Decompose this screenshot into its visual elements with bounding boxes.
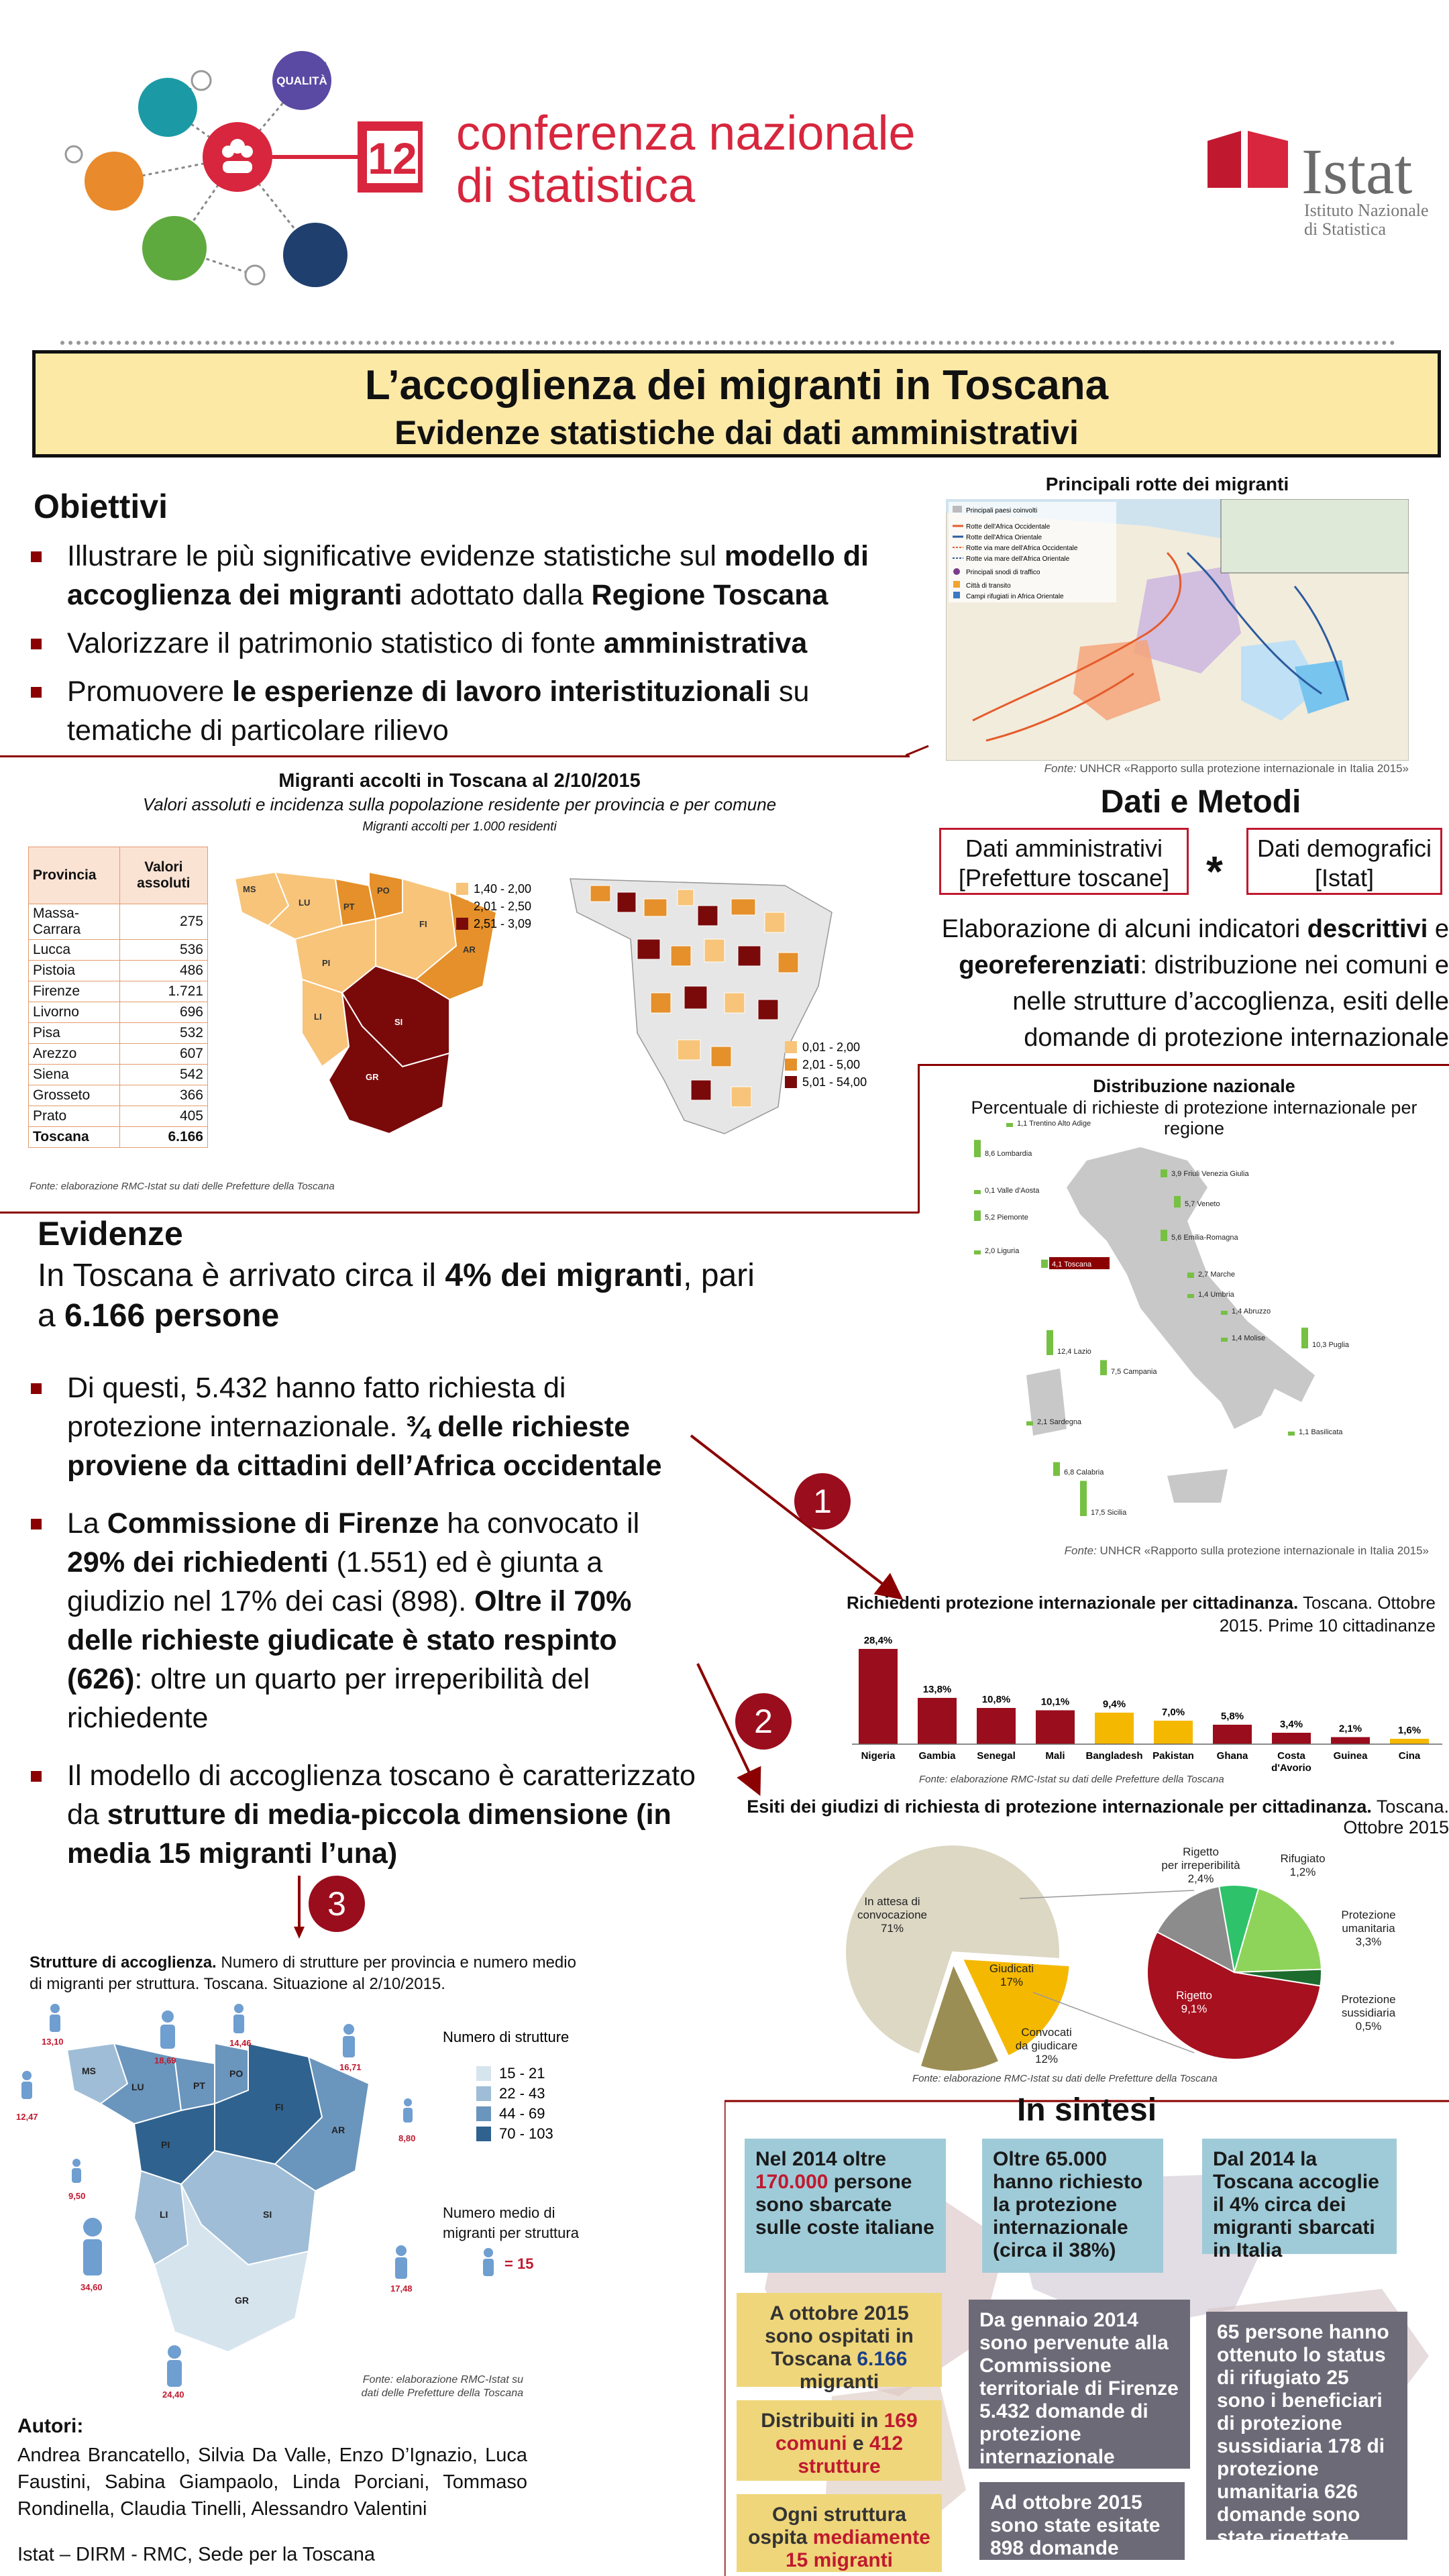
region-bar [1221, 1311, 1228, 1315]
italy-regions-chart [966, 1120, 1436, 1523]
bar-category-label: Gambia [918, 1750, 956, 1762]
bar-category-label: Cina [1398, 1750, 1421, 1762]
sintesi-box: Oltre 65.000 hanno richiesto la protezione internazionale (circa il 38%) [982, 2139, 1163, 2273]
region-bar [1026, 1421, 1033, 1426]
region-label: 3,9 Friuli Venezia Giulia [1171, 1170, 1249, 1178]
evidenza-item: Il modello di accoglienza toscano è caratterizzato da strutture di media-piccola dimensione (in media 15 migranti l’una) [28, 1756, 699, 1873]
map-label: LU [299, 898, 311, 908]
pie-label: da giudicare [1015, 2039, 1078, 2052]
sintesi-heading: In sintesi [1016, 2092, 1157, 2128]
region-label: 2,7 Marche [1198, 1271, 1236, 1279]
strutture-legend2-title: Numero medio di migranti per struttura [443, 2204, 579, 2241]
strutture-legend2-value: = 15 [504, 2255, 534, 2272]
title-banner [32, 350, 1441, 458]
pie-label: Rigetto [1176, 1989, 1212, 2002]
pie-label: sussidiaria [1341, 2006, 1396, 2019]
svg-text:2,01 - 5,00: 2,01 - 5,00 [802, 1058, 861, 1071]
bar-value-label: 9,4% [1102, 1699, 1126, 1710]
svg-text:0,01 - 2,00: 0,01 - 2,00 [802, 1040, 861, 1054]
map-label: PI [322, 958, 331, 968]
pie-label: Giudicati [989, 1962, 1034, 1975]
pie-label: Protezione [1341, 1909, 1396, 1921]
obiettivo-item: Illustrare le più significative evidenze statistiche sul modello di accoglienza dei migranti adottato dalla Regione Toscana [28, 537, 900, 614]
section-rule [918, 1064, 920, 1213]
header-divider [60, 341, 1395, 345]
bar-value-label: 7,0% [1161, 1707, 1185, 1718]
conference-name [456, 107, 916, 212]
region-bar [1053, 1462, 1060, 1476]
pie-chart-title: Esiti dei giudizi di richiesta di protezione internazionale per cittadinanza. Toscana. Ottobre 2015 [747, 1796, 1449, 1837]
bar-1 [918, 1698, 957, 1744]
bar-5 [1154, 1721, 1193, 1744]
map-label: PO [377, 885, 390, 896]
bar-category-label: Senegal [977, 1750, 1016, 1762]
svg-text:Città di transito: Città di transito [966, 582, 1011, 590]
bar-category-label: Pakistan [1152, 1750, 1194, 1762]
map-label: PI [161, 2139, 170, 2150]
map-label: LI [160, 2209, 168, 2220]
footer: Istat – DIRM - RMC, Sede per la Toscana [17, 2544, 375, 2565]
pie-label: per irreperibilità [1161, 1859, 1240, 1872]
region-bar [1080, 1481, 1087, 1517]
section-rule [919, 1064, 1449, 1066]
sintesi-box: Da gennaio 2014 sono pervenute alla Commissione territoriale di Firenze 5.432 domande di protezione internazionale [969, 2300, 1190, 2469]
routes-source: Fonte: UNHCR «Rapporto sulla protezione internazionale in Italia 2015» [1044, 762, 1409, 775]
region-bar [974, 1250, 981, 1254]
dati-demografici-box: Dati demografici [Istat] [1246, 828, 1442, 895]
region-label: 0,1 Valle d'Aosta [985, 1187, 1040, 1195]
sintesi-box: Nel 2014 oltre 170.000 persone sono sbarcate sulle coste italiane [745, 2139, 946, 2273]
bar-7 [1272, 1733, 1311, 1744]
evidenza-item: Di questi, 5.432 hanno fatto richiesta di protezione internazionale. ¾ delle richieste proviene da cittadini dell’Africa occidentale [28, 1368, 699, 1485]
bar-value-label: 2,1% [1338, 1723, 1362, 1735]
bar-category-label: Guinea [1333, 1750, 1368, 1762]
avg-label: 12,47 [16, 2112, 38, 2122]
dati-metodi-heading: Dati e Metodi [1100, 784, 1301, 820]
pie-chart-source: Fonte: elaborazione RMC-Istat su dati delle Prefetture della Toscana [912, 2073, 1218, 2084]
table-row: Firenze 1.721 [29, 981, 208, 1002]
page-subtitle: Evidenze statistiche dai dati amministrativi [394, 414, 1079, 451]
bar-category-label: Ghana [1216, 1750, 1248, 1762]
sintesi-box: A ottobre 2015 sono ospitati in Toscana 6.166 migranti [737, 2293, 942, 2387]
bar-value-label: 10,8% [981, 1694, 1011, 1705]
map-label: PT [193, 2080, 205, 2091]
dati-amministrativi-box: Dati amministrativi [Prefetture toscane] [939, 828, 1189, 895]
svg-text:22 - 43: 22 - 43 [499, 2085, 545, 2102]
pie-label: 2,4% [1187, 1872, 1214, 1885]
map-label: PT [343, 902, 355, 912]
marker-2: 2 [735, 1693, 792, 1750]
obiettivi-heading: Obiettivi [34, 488, 168, 525]
istat-name: Istat [1301, 136, 1413, 207]
map-label: AR [463, 945, 476, 955]
bar-value-label: 10,1% [1040, 1696, 1070, 1708]
region-label: 4,1 Toscana [1052, 1260, 1092, 1269]
pie-label: 1,2% [1289, 1866, 1316, 1878]
map-label: FI [419, 919, 427, 929]
avg-label: 34,60 [80, 2282, 103, 2292]
conference-line2: di statistica [456, 159, 696, 213]
marker-3-arrow [292, 1876, 306, 1940]
autori-heading: Autori: [17, 2415, 84, 2437]
region-bar [1041, 1260, 1048, 1268]
people-icon [203, 122, 272, 192]
pie-label: 9,1% [1181, 2002, 1208, 2015]
routes-map [946, 499, 1409, 761]
region-bar [974, 1190, 981, 1194]
region-bar [1187, 1294, 1194, 1298]
region-label: 6,8 Calabria [1064, 1468, 1104, 1477]
table-row: Grosseto 366 [29, 1085, 208, 1106]
region-label: 10,3 Puglia [1312, 1341, 1350, 1349]
migranti-map-subtitle: Valori assoluti e incidenza sulla popolazione residente per provincia e per comune [142, 794, 777, 814]
province-map-legend [456, 882, 531, 930]
conference-line1: conferenza nazionale [456, 107, 916, 160]
region-label: 5,6 Emilia-Romagna [1171, 1234, 1238, 1242]
dati-combine-symbol: * [1206, 847, 1223, 896]
svg-text:Rotte dell'Africa Occidentale: Rotte dell'Africa Occidentale [966, 523, 1051, 531]
migranti-map-source: Fonte: elaborazione RMC-Istat su dati delle Prefetture della Toscana [30, 1181, 335, 1192]
region-bar [1174, 1196, 1181, 1208]
svg-text:44 - 69: 44 - 69 [499, 2105, 545, 2122]
table-row: Lucca 536 [29, 940, 208, 961]
gear-icon [142, 216, 207, 280]
avg-label: 13,10 [42, 2037, 64, 2047]
bar-2 [977, 1708, 1016, 1744]
region-label: 5,2 Piemonte [985, 1214, 1028, 1222]
bar-category-label: Costa [1277, 1750, 1305, 1762]
region-bar [1006, 1123, 1013, 1127]
pie-chart [818, 1831, 1449, 2073]
pie-label: Protezione [1341, 1993, 1396, 2006]
qualita-badge: QUALITÀ [276, 74, 327, 87]
region-bar [1187, 1273, 1194, 1278]
bar-category-label: Bangladesh [1085, 1750, 1143, 1762]
province-map [228, 865, 550, 1147]
avg-label: 24,40 [162, 2390, 184, 2399]
routes-map-title: Principali rotte dei migranti [1045, 474, 1289, 494]
conference-number: 12 [368, 133, 417, 183]
region-bar [974, 1140, 981, 1157]
map-label: SI [394, 1017, 403, 1027]
globe-icon [138, 78, 197, 137]
conference-logo-graphic [47, 40, 423, 309]
table-row: Arezzo 607 [29, 1044, 208, 1065]
map-label: AR [331, 2125, 345, 2135]
province-table [28, 847, 208, 1148]
evidenze-heading: Evidenze [38, 1215, 183, 1252]
map-label: GR [235, 2295, 249, 2306]
comuni-map [564, 865, 885, 1147]
table-header: Provincia [29, 847, 120, 904]
istat-subtitle [1304, 201, 1429, 239]
region-label: 5,7 Veneto [1185, 1200, 1220, 1208]
dati-metodi-description: Elaborazione di alcuni indicatori descrittivi e georeferenziati: distribuzione nei comuni e nelle strutture d’accoglienza, esiti delle domande di protezione internazionale [941, 915, 1449, 1052]
svg-text:1,40 - 2,00: 1,40 - 2,00 [474, 882, 532, 896]
table-row: Massa-Carrara 275 [29, 904, 208, 940]
obiettivi-list [28, 537, 900, 759]
region-label: 12,4 Lazio [1057, 1348, 1091, 1356]
sintesi-box: Distribuiti in 169 comuni e 412 strutture [737, 2400, 942, 2481]
province-po [369, 872, 402, 919]
table-total-row: Toscana 6.166 [29, 1127, 208, 1148]
istat-sub-line1: Istituto Nazionale [1304, 201, 1429, 220]
sintesi-box: 65 persone hanno ottenuto lo status di rifugiato 25 sono i beneficiari di protezione sussidiaria 178 di protezione umanitaria 626 domande sono state rigettate [1206, 2312, 1407, 2540]
map-label: MS [243, 884, 256, 894]
sintesi-box: Ad ottobre 2015 sono state esitate 898 domande [979, 2482, 1185, 2560]
region-label: 2,1 Sardegna [1037, 1418, 1082, 1426]
svg-text:Rotte via mare dell'Africa Ori: Rotte via mare dell'Africa Orientale [966, 555, 1070, 563]
svg-text:Rotte dell'Africa Orientale: Rotte dell'Africa Orientale [966, 534, 1042, 541]
region-label: 1,4 Abruzzo [1232, 1307, 1271, 1316]
map-label: LU [131, 2082, 144, 2092]
evidenza-item: La Commissione di Firenze ha convocato il 29% dei richiedenti (1.551) ed è giunta a giudizio nel 17% dei casi (898). Oltre il 70% delle richieste giudicate è stato respinto (626): oltre un quarto per irreperibilità del richiedente [28, 1504, 699, 1737]
region-bar [1046, 1330, 1053, 1355]
avg-label: 9,50 [68, 2191, 86, 2201]
bar-8 [1331, 1737, 1370, 1745]
distribuzione-title: Distribuzione nazionale [1093, 1076, 1295, 1096]
pie-label: In attesa di [864, 1895, 920, 1908]
region-bar [974, 1210, 981, 1221]
bar-value-label: 1,6% [1397, 1725, 1421, 1736]
map-label: MS [82, 2065, 96, 2076]
person-icon [480, 2247, 500, 2281]
bar-category-label: Nigeria [861, 1750, 896, 1762]
sintesi-box: Ogni struttura ospita mediamente 15 migranti [737, 2494, 942, 2572]
map-label: SI [263, 2209, 272, 2220]
bar-chart-source: Fonte: elaborazione RMC-Istat su dati delle Prefetture della Toscana [919, 1774, 1224, 1785]
strutture-legend [443, 2029, 569, 2142]
evidenze-list [28, 1368, 699, 1882]
pie-label: 12% [1034, 2053, 1059, 2065]
bar-value-label: 5,8% [1220, 1711, 1244, 1722]
marker-1: 1 [794, 1473, 851, 1529]
strutture-title: Strutture di accoglienza. Numero di strutture per provincia e numero medio di migranti per struttura. Toscana. Situazione al 2/10/2015. [30, 1953, 576, 1993]
bar-4 [1095, 1713, 1134, 1744]
avg-label: 14,46 [229, 2038, 252, 2048]
bar-chart [852, 1623, 1449, 1771]
bar-chart-title: Richiedenti protezione internazionale per cittadinanza. Toscana. Ottobre 2015. Prime 10 cittadinanze [847, 1593, 1436, 1635]
table-row: Pisa 532 [29, 1023, 208, 1044]
map-label: GR [366, 1072, 379, 1082]
bar-value-label: 13,8% [922, 1684, 952, 1695]
obiettivo-item: Promuovere le esperienze di lavoro interistituzionali su tematiche di particolare rilievo [28, 672, 900, 750]
database-icon [85, 152, 144, 211]
svg-text:5,01 - 54,00: 5,01 - 54,00 [802, 1075, 867, 1089]
map-label: FI [275, 2102, 284, 2112]
table-row: Livorno 696 [29, 1002, 208, 1023]
region-bar [1161, 1230, 1167, 1241]
map-label: PO [229, 2068, 244, 2079]
svg-text:Rotte via mare dell'Africa Occ: Rotte via mare dell'Africa Occidentale [966, 545, 1078, 552]
page-title: L’accoglienza dei migranti in Toscana [364, 362, 1109, 409]
pie-label: 0,5% [1355, 2020, 1382, 2033]
svg-text:Principali paesi coinvolti: Principali paesi coinvolti [966, 507, 1038, 515]
distribuzione-subtitle: Percentuale di richieste di protezione internazionale per regione [971, 1097, 1417, 1138]
region-bar [1161, 1169, 1167, 1177]
region-bar [1221, 1338, 1228, 1342]
pie-label: umanitaria [1342, 1922, 1395, 1935]
pie-label: convocazione [857, 1909, 927, 1921]
pie-label: 71% [880, 1922, 904, 1935]
bar-value-label: 28,4% [863, 1635, 893, 1646]
sintesi-box: Dal 2014 la Toscana accoglie il 4% circa dei migranti sbarcati in Italia [1202, 2139, 1397, 2254]
svg-text:Principali snodi di traffico: Principali snodi di traffico [966, 569, 1040, 576]
routes-legend [949, 502, 1116, 602]
migranti-map-subtitle2: Migranti accolti per 1.000 residenti [362, 820, 557, 834]
section-rule [0, 1212, 919, 1214]
section-rule-corner [906, 745, 930, 765]
pie-label: Rigetto [1183, 1845, 1219, 1858]
region-bar [1288, 1432, 1295, 1436]
pie-label: Convocati [1021, 2026, 1072, 2039]
section-rule [0, 755, 910, 757]
region-label: 1,1 Basilicata [1299, 1428, 1343, 1436]
obiettivo-item: Valorizzare il patrimonio statistico di fonte amministrativa [28, 624, 900, 663]
avg-label: 16,71 [339, 2062, 362, 2072]
region-label: 1,4 Umbria [1198, 1291, 1234, 1299]
bar-category-label: d'Avorio [1271, 1762, 1311, 1771]
avg-label: 8,80 [398, 2133, 416, 2143]
region-label: 1,1 Trentino Alto Adige [1017, 1120, 1091, 1128]
region-label: 7,5 Campania [1111, 1368, 1157, 1376]
region-label: 8,6 Lombardia [985, 1150, 1032, 1158]
bar-9 [1390, 1739, 1429, 1744]
bar-6 [1213, 1725, 1252, 1744]
table-row: Siena 542 [29, 1065, 208, 1085]
distribuzione-source: Fonte: UNHCR «Rapporto sulla protezione internazionale in Italia 2015» [1064, 1544, 1429, 1557]
region-label: 1,4 Molise [1232, 1334, 1266, 1342]
istat-sub-line2: di Statistica [1304, 219, 1387, 239]
table-header: Valori assoluti [119, 847, 207, 904]
autori-names: Andrea Brancatello, Silvia Da Valle, Enzo D’Ignazio, Luca Faustini, Sabina Giampaolo, Linda Porciani, Tommaso Rondinella, Claudia Tinelli, Alessandro Valentini [17, 2445, 527, 2520]
comuni-map-legend [785, 1040, 867, 1089]
marker-3: 3 [309, 1876, 365, 1932]
table-row: Pistoia 486 [29, 961, 208, 981]
svg-text:Campi rifugiati in Africa Orie: Campi rifugiati in Africa Orientale [966, 593, 1064, 600]
svg-text:15 - 21: 15 - 21 [499, 2065, 545, 2082]
table-row: Prato 405 [29, 1106, 208, 1127]
bar-0 [859, 1649, 898, 1744]
migranti-map-title: Migranti accolti in Toscana al 2/10/2015 [278, 770, 641, 792]
region-label: 17,5 Sicilia [1091, 1509, 1127, 1517]
avg-label: 18,69 [154, 2055, 176, 2065]
istat-logo-icon [1201, 127, 1301, 195]
evidenze-lead: In Toscana è arrivato circa il 4% dei migranti, pari a 6.166 persone [38, 1258, 755, 1334]
strutture-source: Fonte: elaborazione RMC-Istat su dati delle Prefetture della Toscana [361, 2374, 523, 2399]
pie-label: Rifugiato [1280, 1852, 1326, 1865]
svg-text:Numero di strutture: Numero di strutture [443, 2029, 570, 2045]
pie-label: 3,3% [1355, 1935, 1382, 1948]
svg-text:70 - 103: 70 - 103 [499, 2125, 553, 2142]
svg-text:2,01 - 2,50: 2,01 - 2,50 [474, 900, 532, 913]
svg-text:2,51 - 3,09: 2,51 - 3,09 [474, 917, 532, 930]
region-bar [1100, 1360, 1107, 1376]
pie-label: 17% [1000, 1976, 1024, 1988]
chart-icon [283, 223, 347, 287]
region-label: 2,0 Liguria [985, 1247, 1020, 1255]
region-bar [1301, 1328, 1308, 1348]
bar-category-label: Mali [1045, 1750, 1065, 1762]
bar-value-label: 3,4% [1279, 1719, 1303, 1730]
map-label: LI [314, 1012, 322, 1022]
avg-label: 17,48 [390, 2284, 413, 2294]
bar-3 [1036, 1711, 1075, 1745]
strutture-map [13, 1996, 604, 2399]
